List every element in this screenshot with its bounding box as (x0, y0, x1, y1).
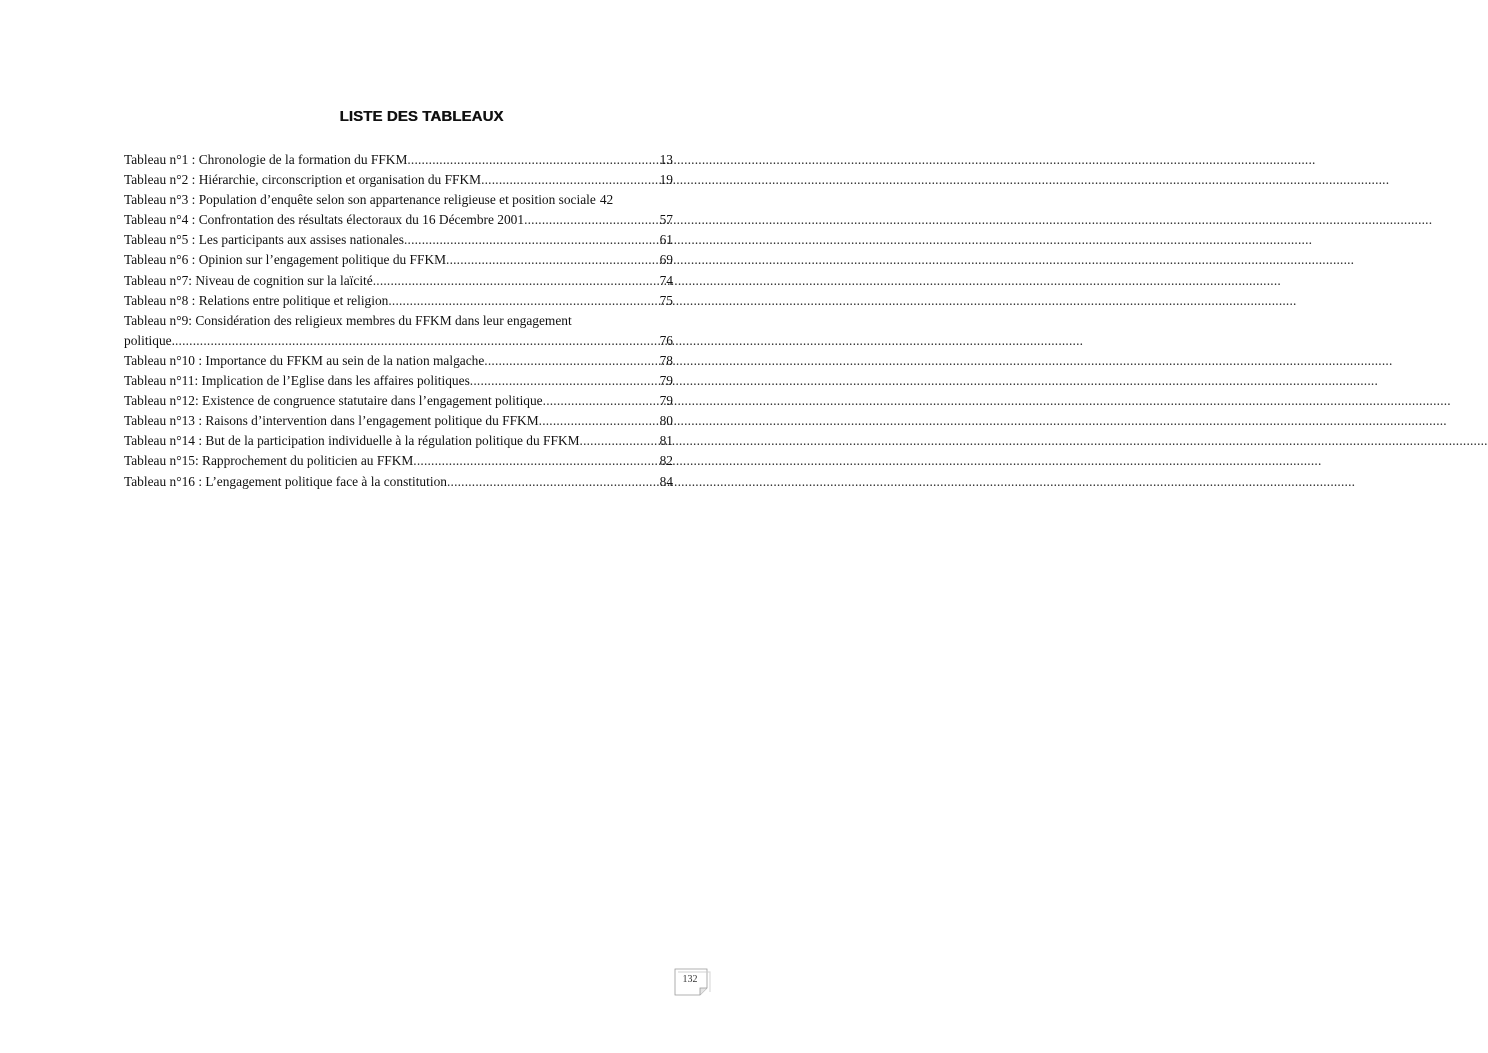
toc-entry-text: Tableau n°15: Rapprochement du politicien au FFKM (124, 453, 414, 469)
page-title: LISTE DES TABLEAUX (339, 108, 504, 125)
toc-entry-text: Tableau n°10 : Importance du FFKM au sein de la nation malgache (124, 352, 485, 368)
toc-entry-3[interactable] (124, 190, 673, 210)
toc-entry-5[interactable] (124, 230, 673, 250)
dot-leader (446, 250, 659, 270)
dot-leader (470, 371, 659, 391)
dot-leader (373, 271, 659, 291)
toc-entry-text: Tableau n°5 : Les participants aux assises nationales (124, 232, 404, 248)
toc-entry-text: Tableau n°7: Niveau de cognition sur la laïcité (124, 272, 373, 288)
dot-leader (484, 351, 658, 371)
toc-entry-text: Tableau n°14 : But de la participation individuelle à la régulation politique du FFKM (124, 433, 580, 449)
page-number-badge (674, 968, 710, 996)
toc-page-number: 81 (659, 433, 673, 449)
toc-entry-8[interactable] (124, 291, 673, 311)
toc-page-number: 78 (659, 352, 673, 368)
table-list (124, 150, 673, 492)
dot-leader (404, 230, 659, 250)
dot-leader (539, 411, 659, 431)
toc-entry-14[interactable] (124, 431, 673, 451)
toc-page-number: 57 (659, 212, 673, 228)
toc-page-number: 79 (659, 393, 673, 409)
toc-page-number: 74 (659, 272, 673, 288)
toc-entry-text-line2: politique. (124, 332, 175, 348)
toc-entry-4[interactable] (124, 210, 673, 230)
toc-entry-text: Tableau n°9: Considération des religieux membres du FFKM dans leur engagement (124, 312, 572, 328)
toc-entry-1[interactable] (124, 150, 673, 170)
toc-entry-7[interactable] (124, 271, 673, 291)
toc-entry-13[interactable] (124, 411, 673, 431)
toc-page-number: 76 (659, 332, 673, 348)
toc-entry-text: Tableau n°13 : Raisons d’intervention dans l’engagement politique du FFKM (124, 413, 539, 429)
toc-entry-text: Tableau n°16 : L’engagement politique face à la constitution (124, 473, 447, 489)
toc-entry-text: Tableau n°2 : Hiérarchie, circonscription et organisation du FFKM (124, 172, 482, 188)
dot-leader (413, 451, 658, 471)
toc-page-number: 42 (599, 192, 614, 208)
toc-page-number: 80 (659, 413, 673, 429)
toc-entry-text: Tableau n°6 : Opinion sur l’engagement politique du FFKM (124, 252, 447, 268)
page-number: 132 (682, 974, 698, 985)
dot-leader (175, 331, 659, 351)
toc-page-number: 82 (659, 453, 673, 469)
dot-leader (388, 291, 658, 311)
dot-leader (524, 210, 659, 230)
dot-leader (543, 391, 659, 411)
toc-page-number: 69 (659, 252, 673, 268)
toc-page-number: 75 (659, 292, 673, 308)
dot-leader (447, 472, 659, 492)
toc-entry-text: Tableau n°1 : Chronologie de la formation du FFKM (124, 152, 408, 167)
toc-entry-text: Tableau n°3 : Population d’enquête selon son appartenance religieuse et position sociale (124, 192, 596, 208)
toc-entry-text: Tableau n°4 : Confrontation des résultats électoraux du 16 Décembre 2001 (124, 212, 525, 228)
toc-entry-12[interactable] (124, 391, 673, 411)
toc-entry-10[interactable] (124, 351, 673, 371)
toc-entry-16[interactable] (124, 472, 673, 492)
dot-leader (407, 150, 658, 170)
toc-page-number: 13 (659, 152, 673, 167)
dot-leader (481, 170, 659, 190)
toc-entry-text: Tableau n°12: Existence de congruence statutaire dans l’engagement politique (124, 393, 543, 409)
toc-page-number: 61 (659, 232, 673, 248)
toc-page-number: 19 (659, 172, 673, 188)
toc-entry-9[interactable] (124, 311, 673, 351)
toc-entry-continuation (124, 331, 673, 351)
toc-entry-text: Tableau n°11: Implication de l’Eglise dans les affaires politiques (124, 373, 470, 389)
toc-entry-11[interactable] (124, 371, 673, 391)
toc-entry-text: Tableau n°8 : Relations entre politique et religion (124, 292, 389, 308)
toc-entry-2[interactable] (124, 170, 673, 190)
toc-entry-6[interactable] (124, 250, 673, 270)
toc-page-number: 79 (659, 373, 673, 389)
toc-entry-15[interactable] (124, 451, 673, 471)
toc-page-number: 84 (659, 473, 673, 489)
dot-leader (580, 431, 659, 451)
